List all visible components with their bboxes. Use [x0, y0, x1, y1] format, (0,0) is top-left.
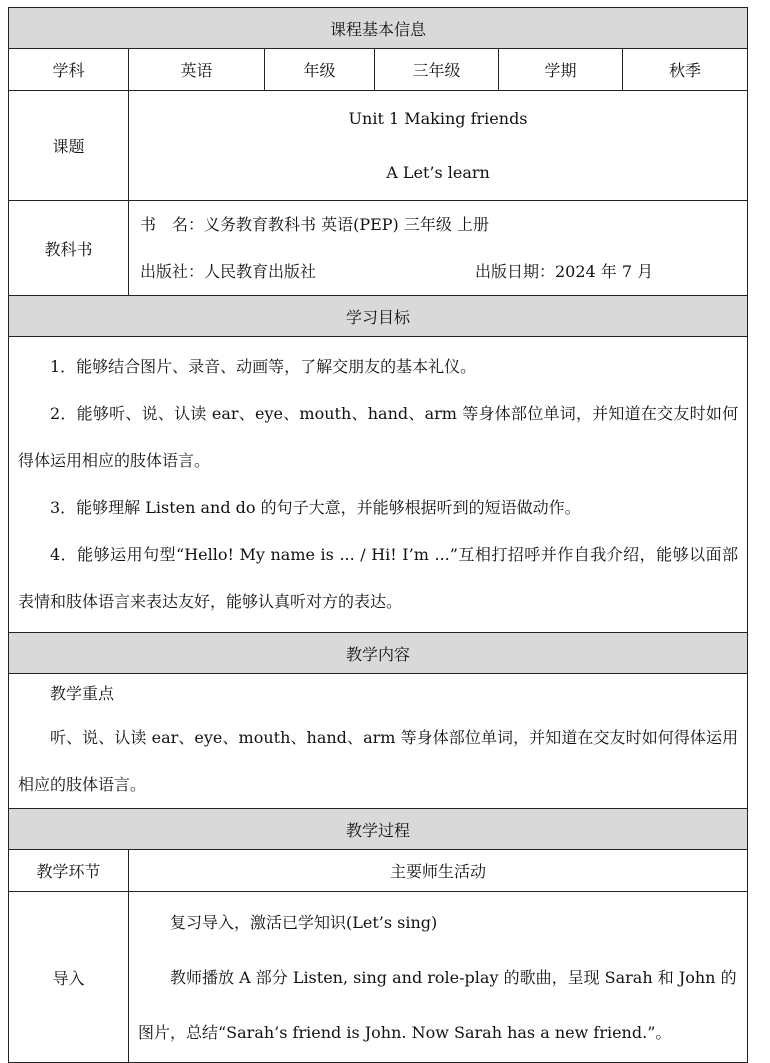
- content-body: [9, 674, 748, 809]
- book-name: 书 名：义务教育教科书 英语(PEP) 三年级 上册: [140, 215, 489, 234]
- subject-label: 学科: [9, 49, 129, 91]
- textbook-label: 教科书: [9, 201, 129, 296]
- subject-value: 英语: [129, 49, 265, 91]
- objective-item: 4．能够运用句型“Hello! My name is ... / Hi! I’m ...”互相打招呼并作自我介绍，能够以面部表情和肢体语言来表达友好，能够认真听对方的表达。: [18, 545, 739, 611]
- col-header-activity: 主要师生活动: [129, 850, 748, 892]
- objective-item: 1．能够结合图片、录音、动画等，了解交朋友的基本礼仪。: [50, 357, 477, 376]
- topic-value: [129, 91, 748, 201]
- publish-date: 出版日期：2024 年 7 月: [475, 262, 654, 281]
- grade-value: 三年级: [375, 49, 499, 91]
- key-point-title: 教学重点: [50, 684, 115, 703]
- stage-cell: 导入: [9, 892, 129, 1063]
- activity-cell: [129, 892, 748, 1063]
- objective-item: 2．能够听、说、认读 ear、eye、mouth、hand、arm 等身体部位单词，并知道在交友时如何得体运用相应的肢体语言。: [18, 404, 739, 470]
- objective-item: 3．能够理解 Listen and do 的句子大意，并能够根据听到的短语做动作。: [50, 498, 581, 517]
- section-header-process: 教学过程: [9, 809, 748, 850]
- objectives-body: [9, 337, 748, 633]
- topic-line-1: Unit 1 Making friends: [348, 108, 528, 128]
- topic-line-2: A Let’s learn: [386, 162, 490, 182]
- topic-label: 课题: [9, 91, 129, 201]
- term-label: 学期: [499, 49, 623, 91]
- activity-line: 教师播放 A 部分 Listen, sing and role-play 的歌曲，呈现 Sarah 和 John 的图片，总结“Sarah’s friend is John. Now Sarah has a new friend.”。: [138, 967, 737, 1042]
- grade-label: 年级: [265, 49, 375, 91]
- section-header-objectives: 学习目标: [9, 296, 748, 337]
- term-value: 秋季: [623, 49, 748, 91]
- section-header-content: 教学内容: [9, 633, 748, 674]
- lesson-plan-table: [8, 7, 748, 1063]
- col-header-stage: 教学环节: [9, 850, 129, 892]
- key-point-text: 听、说、认读 ear、eye、mouth、hand、arm 等身体部位单词，并知道在交友时如何得体运用相应的肢体语言。: [18, 728, 739, 794]
- publisher: 出版社：人民教育出版社: [140, 262, 317, 281]
- textbook-info: [129, 201, 748, 296]
- activity-line: 复习导入，激活已学知识(Let’s sing): [170, 912, 438, 932]
- section-header-basic-info: 课程基本信息: [9, 8, 748, 49]
